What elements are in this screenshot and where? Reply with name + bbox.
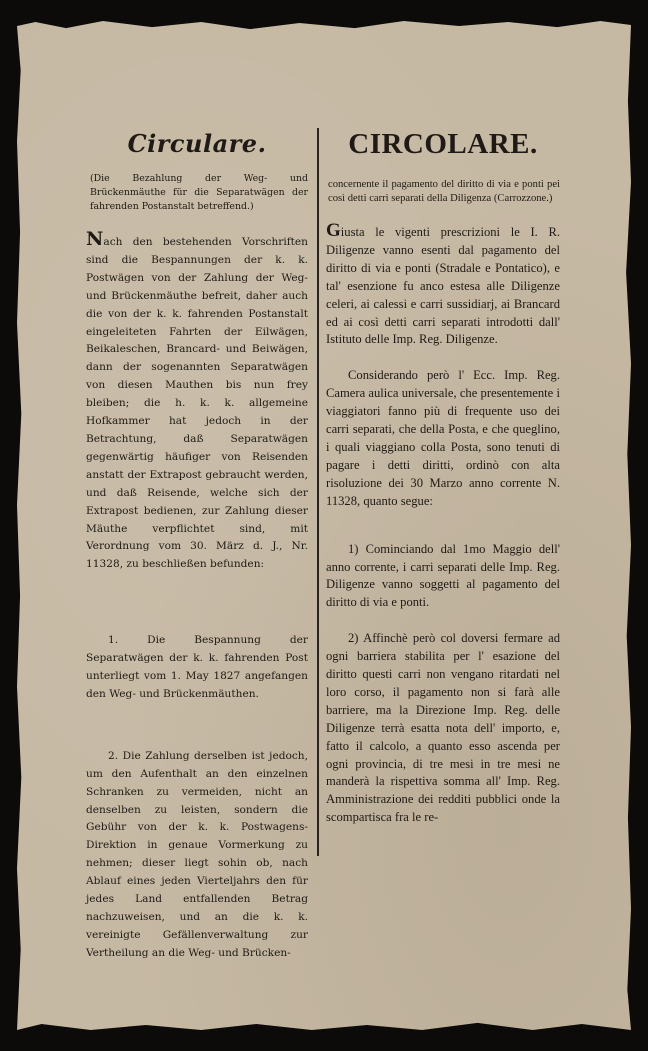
italian-column (326, 124, 560, 827)
column-divider (317, 128, 319, 856)
german-column (86, 124, 308, 963)
italian-subtitle: concernente il pagamento del diritto di via e ponti pei così detti carri separati della Diligenza (Carrozzone.) (328, 179, 560, 204)
german-point-2: 2. Die Zahlung derselben ist jedoch, um den Aufenthalt an den einzelnen Schranken zu vermeiden, nicht an denselben zu leisten, sondern die Gebühr von der k. k. Postwagens-Direktion in genaue Vormerkung zu nehmen; dieser liegt sohin ob, nach Ablauf eines jeden Vierteljahrs den für jedes Land entfallenden Betrag nachzuweisen, und an die k. k. vereinigte Gefällenverwaltung zur Vertheilung an die Weg- und Brücken- (86, 749, 308, 959)
german-intro-paragraph (86, 228, 308, 574)
italian-intro-text: iusta le vigenti prescrizioni le I. R. Diligenze vanno esenti dal pagamento del diritto di via e ponti (Stradale e Pontatico), e tal' esenzione fu anco estesa alle Diligenze celeri, ai calessi e carri sussidiarj, ai Brancard ed ai così detti carri separati introdotti dall' Istituto delle Imp. Reg. Diligenze. (326, 225, 560, 347)
german-intro-text: ach den bestehenden Vorschriften sind die Bespannungen der k. k. Postwägen von der Zahlung der Weg- und Brückenmäuthe befreit, daher auch die von der k. k. fahrenden Postanstalt eingeleiteten Fahrten der Eilwägen, Beikaleschen, Brancard- und Beiwägen, dann der sogenannten Separatwägen von diesen Mauthen bis nun frey bleiben; die h. k. k. allgemeine Hofkammer hat jedoch in der Betrachtung, daß Separatwägen gegenwärtig häufiger von Reisenden anstatt der Extrapost gebraucht werden, und daß Reisende, welche sich der Extrapost bedienen, zur Zahlung dieser Mäuthe verpflichtet sind, mit Verordnung vom 30. März d. J., Nr. 11328, zu beschließen befunden: (86, 236, 308, 571)
german-title: Circulare. (127, 129, 267, 158)
italian-intro-paragraph (326, 220, 560, 349)
italian-title: CIRCOLARE. (348, 128, 538, 160)
italian-point-2: 2) Affinchè però col doversi fermare ad ogni barriera stabilita per l' esazione del diritto questi carri non vengano ritardati nel loro corso, il pagamento non si farà alle barriere, ma la Direzione Imp. Reg. delle Diligenze terrà esatta nota dell' importo, e, fatto il calcolo, a quanto esso ascenda per ogni provincia, di tre mesi in tre mesi ne manderà la rispettiva somma all' Imp. Reg. Amministrazione dei redditi pubblici onde la scompartisca fra le re- (326, 631, 560, 825)
italian-point-1: 1) Cominciando dal 1mo Maggio dell' anno corrente, i carri separati delle Imp. Reg. Diligenze vanno soggetti al pagamento del diritto di via e ponti. (326, 541, 560, 610)
italian-initial-letter: G (326, 220, 341, 241)
german-initial-letter: N (86, 228, 104, 250)
german-subtitle: (Die Bezahlung der Weg- und Brückenmäuthe für die Separatwägen der fahrenden Postanstalt betreffend.) (90, 173, 308, 212)
italian-considering-paragraph: Considerando però l' Ecc. Imp. Reg. Camera aulica universale, che presentemente i viaggiatori fanno più di frequente uso dei carri separati, che della Posta, e che queglino, i quali viaggiano colla Posta, sono tenuti di pagare i detti diritti, ordinò con alta risoluzione dei 30 Marzo anno corrente N. 11328, quanto segue: (326, 368, 560, 508)
german-point-1: 1. Die Bespannung der Separatwägen der k. k. fahrenden Post unterliegt vom 1. May 1827 angefangen den Weg- und Brückenmäuthen. (86, 634, 308, 700)
